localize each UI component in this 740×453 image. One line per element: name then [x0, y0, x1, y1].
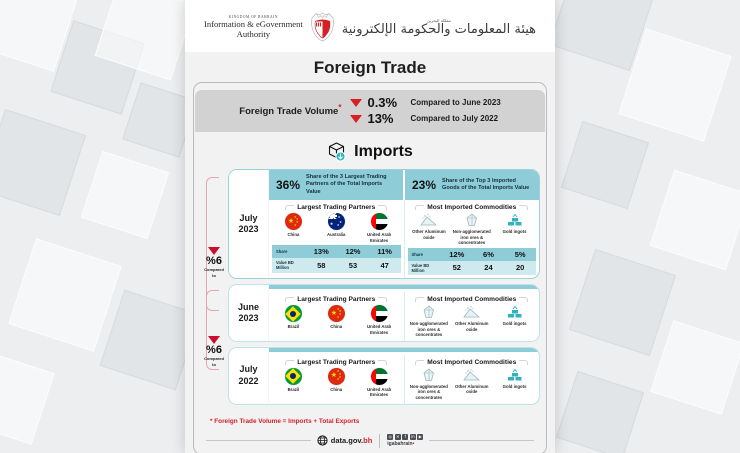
- partner-item[interactable]: [358, 213, 400, 243]
- authority-line-2: Authority: [236, 28, 271, 39]
- partner-name: China: [287, 232, 300, 238]
- gold-ingots-icon: [506, 305, 524, 319]
- content-frame: [193, 82, 547, 453]
- volume-label-text: Foreign Trade Volume: [239, 106, 339, 118]
- commodity-share: 6%: [483, 249, 494, 259]
- site-main: data.gov.: [330, 436, 364, 446]
- period-card-july-2022[interactable]: [228, 347, 540, 405]
- logo-arabic-small: مملكة البحرين: [426, 17, 451, 23]
- imports-heading: [194, 132, 546, 169]
- banner-left-value: 36%: [276, 178, 301, 193]
- commodity-name: Other Aluminum oxide: [412, 229, 446, 240]
- page-title: Foreign Trade: [313, 58, 427, 77]
- commodity-item[interactable]: [408, 305, 450, 338]
- footer: [194, 425, 546, 448]
- period-date-line-2: 2023: [238, 224, 259, 235]
- commodity-value: 24: [484, 263, 493, 273]
- partners-panel-title: Largest Trading Partners: [297, 358, 376, 366]
- instagram-icon[interactable]: ◎: [388, 434, 393, 440]
- bracket-right: [378, 205, 387, 210]
- bahrain-emblem-icon: [309, 12, 336, 42]
- china-flag-icon: ★ ★ ★ ★ ★: [285, 213, 302, 230]
- commodity-name: Non-agglomerated iron ores & concentrates: [452, 229, 491, 246]
- logo-arabic-main: هيئة المعلومات والحكومة الإلكترونية: [341, 21, 537, 37]
- volume-compared-label: Compared to June 2023: [410, 98, 501, 107]
- table-row-share: [408, 248, 537, 261]
- comparison-label-1: Compared: [204, 356, 224, 362]
- partner-item[interactable]: [315, 305, 357, 330]
- partner-item[interactable]: [315, 368, 357, 393]
- uae-flag-icon: [371, 368, 388, 385]
- arrow-down-icon: [350, 115, 362, 123]
- partner-name: United Arab Emirates: [366, 324, 392, 335]
- banner-right-desc: Share of the Top 3 Imported Goods of the Total Imports Value: [442, 177, 530, 192]
- commodity-name: Non-agglomerated iron ores & concentrates: [409, 321, 448, 338]
- partner-item[interactable]: [272, 305, 314, 330]
- partner-item[interactable]: [272, 368, 314, 393]
- period-date: [229, 348, 269, 404]
- volume-label: [239, 103, 341, 117]
- handle-text: igabahrain: [387, 441, 413, 448]
- logo-english: [204, 15, 303, 40]
- kingdom-label: KINGDOM OF BAHRAIN: [228, 14, 278, 19]
- commodities-panel-title: Most Imported Commodities: [427, 296, 517, 304]
- youtube-icon[interactable]: ▶: [418, 434, 422, 440]
- bracket-right: [519, 297, 528, 302]
- gold-ingots-icon: [506, 368, 524, 382]
- partner-name: Brazil: [287, 386, 300, 392]
- bracket-left: [415, 297, 424, 302]
- comparison-label-2: to: [212, 361, 216, 367]
- partner-name: United Arab Emirates: [366, 386, 392, 398]
- commodity-name: Gold ingots: [502, 321, 527, 327]
- linkedin-icon[interactable]: in: [410, 434, 415, 440]
- bracket-right: [378, 297, 387, 302]
- volume-percent: 13%: [367, 111, 394, 126]
- partner-name: Brazil: [287, 324, 300, 330]
- commodity-value: 20: [515, 263, 525, 273]
- commodities-value-table: [408, 248, 537, 275]
- commodities-panel: [404, 200, 540, 278]
- period-date-line-2: 2022: [238, 375, 259, 386]
- period-date-line-2: 2023: [238, 312, 259, 323]
- gold-ingots-icon: [506, 213, 524, 227]
- china-flag-icon: ★ ★ ★ ★ ★: [328, 368, 345, 385]
- uae-flag-icon: [371, 305, 388, 322]
- periods-list: [194, 169, 546, 405]
- partners-panel: [269, 292, 404, 341]
- banner-goods-share: [403, 170, 539, 200]
- partners-value-table: [272, 245, 401, 272]
- partner-item[interactable]: [272, 213, 314, 238]
- volume-row: [350, 95, 500, 110]
- volume-percent: 0.3%: [367, 95, 398, 110]
- period-date-line-1: July: [239, 212, 258, 223]
- brazil-flag-icon: [285, 368, 302, 385]
- partner-name: Australia: [327, 232, 346, 238]
- commodity-item[interactable]: [451, 305, 493, 332]
- volume-compared-label: Compared to July 2022: [410, 114, 499, 123]
- facebook-icon[interactable]: f: [402, 434, 408, 440]
- partner-value: 58: [317, 260, 326, 270]
- partner-value: 47: [380, 260, 389, 270]
- partner-share: 13%: [313, 247, 329, 257]
- comparison-label-1: Compared: [204, 267, 224, 272]
- period-row: [200, 344, 540, 405]
- commodity-item[interactable]: [408, 368, 450, 401]
- table-row-value: [408, 261, 537, 275]
- iron-ore-icon: [463, 213, 481, 227]
- uae-flag-icon: [371, 213, 388, 230]
- footnote: * Foreign Trade Volume = Imports + Total Exports: [210, 417, 360, 425]
- partner-share: 11%: [377, 247, 392, 257]
- row-header-value: Value BD Million: [411, 262, 430, 273]
- foreign-trade-volume-strip: [195, 90, 545, 132]
- commodity-item[interactable]: [451, 213, 493, 246]
- period-date: [229, 170, 269, 278]
- partner-item[interactable]: [358, 368, 400, 398]
- commodity-share: 12%: [449, 249, 465, 259]
- period-row: [200, 284, 540, 367]
- partners-panel: [269, 200, 404, 278]
- commodities-panel: [404, 292, 540, 341]
- imports-heading-text: Imports: [354, 142, 413, 160]
- volume-asterisk: *: [338, 103, 342, 113]
- comparison-label-2: to: [212, 272, 216, 278]
- brazil-flag-icon: [285, 305, 302, 322]
- commodities-panel: [404, 355, 540, 404]
- aluminum-oxide-icon: [420, 213, 438, 227]
- partner-item[interactable]: [315, 213, 357, 238]
- bracket-left: [415, 205, 424, 210]
- partner-value: 53: [348, 260, 358, 270]
- handle-dot: •: [412, 441, 415, 448]
- banner-left-desc: Share of the 3 Largest Trading Partners of the Total Imports Value: [306, 174, 387, 195]
- bracket-left: [285, 360, 294, 365]
- commodities-panel-title: Most Imported Commodities: [427, 358, 517, 366]
- partner-name: United Arab Emirates: [366, 232, 392, 243]
- social-block: [387, 434, 423, 447]
- bracket-left: [285, 297, 294, 302]
- row-header-value: Value BD Million: [276, 260, 294, 271]
- bracket-right: [378, 360, 387, 365]
- aluminum-oxide-icon: [463, 305, 481, 319]
- social-icons[interactable]: [387, 434, 423, 440]
- imports-box-icon: [327, 141, 347, 162]
- arrow-down-icon: [208, 247, 220, 255]
- partners-panel: [269, 355, 404, 404]
- commodity-name: Other Aluminum oxide: [454, 383, 489, 395]
- period-date-line-1: July: [239, 364, 258, 375]
- bracket-left: [285, 205, 294, 210]
- partner-name: China: [330, 324, 343, 330]
- comparison-percent: %6: [206, 344, 222, 357]
- iron-ore-icon: [420, 305, 438, 319]
- data-gov-bh-link[interactable]: [317, 435, 373, 446]
- partners-panel-title: Largest Trading Partners: [297, 296, 376, 304]
- period-row: [200, 169, 540, 279]
- commodity-item[interactable]: [451, 368, 493, 395]
- share-banner: [269, 170, 539, 200]
- divider-right: [429, 440, 534, 441]
- data-gov-bh-text: [331, 436, 373, 445]
- arrow-down-icon: [350, 99, 362, 107]
- commodity-name: Other Aluminum oxide: [454, 321, 489, 332]
- comparison-column: [200, 284, 228, 367]
- china-flag-icon: ★ ★ ★ ★ ★: [328, 305, 345, 322]
- bracket-right: [519, 205, 528, 210]
- footer-separator: [379, 434, 380, 448]
- partner-share: 12%: [345, 247, 361, 257]
- australia-flag-icon: ★ ★ ★ ★: [328, 213, 345, 230]
- authority-line-1: Information & eGovernment: [203, 18, 303, 29]
- commodity-item[interactable]: [408, 213, 450, 240]
- commodity-name: Gold ingots: [502, 229, 527, 235]
- divider-left: [206, 440, 311, 441]
- commodity-name: Non-agglomerated iron ores & concentrates: [409, 383, 448, 400]
- row-header-share: Share: [276, 249, 288, 255]
- comparison-column: [200, 344, 228, 405]
- row-header-share: Share: [411, 251, 423, 257]
- period-date-line-1: June: [237, 301, 259, 312]
- globe-icon: [317, 435, 328, 446]
- banner-right-value: 23%: [412, 178, 437, 193]
- x-icon[interactable]: ✕: [396, 434, 400, 440]
- infographic-sheet: [185, 0, 555, 453]
- arrow-down-icon: [208, 336, 220, 344]
- iron-ore-icon: [420, 368, 438, 382]
- commodity-share: 5%: [514, 249, 526, 259]
- volume-row: [350, 111, 500, 126]
- banner-partners-share: [269, 170, 403, 200]
- logo-arabic: [342, 18, 536, 37]
- social-handle: [387, 441, 423, 447]
- bracket-left: [415, 360, 424, 365]
- period-card-june-2023[interactable]: [228, 284, 540, 342]
- site-tld: bh: [363, 436, 373, 446]
- commodity-name: Gold ingots: [502, 383, 527, 389]
- commodity-item[interactable]: [493, 368, 535, 390]
- comparison-column: [200, 169, 228, 279]
- aluminum-oxide-icon: [463, 368, 481, 382]
- period-card-july-2023[interactable]: [228, 169, 540, 279]
- commodity-value: 52: [452, 263, 461, 273]
- commodities-panel-title: Most Imported Commodities: [427, 204, 517, 212]
- commodity-item[interactable]: [493, 213, 535, 235]
- bracket-right: [519, 360, 528, 365]
- partners-panel-title: Largest Trading Partners: [297, 204, 376, 212]
- table-row-share: [272, 245, 401, 258]
- partner-name: China: [330, 386, 343, 392]
- logo-bar: [185, 0, 555, 52]
- comparison-badge: [199, 247, 229, 278]
- table-row-value: [272, 258, 401, 272]
- comparison-percent: %6: [206, 255, 222, 267]
- commodity-item[interactable]: [493, 305, 535, 327]
- period-date: [229, 285, 269, 341]
- partner-item[interactable]: [358, 305, 400, 335]
